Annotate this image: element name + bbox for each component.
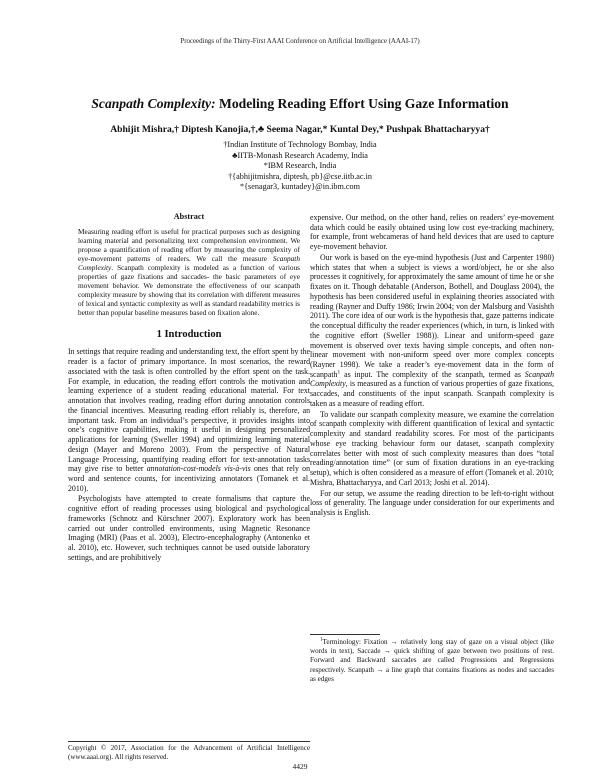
right-column bbox=[310, 213, 554, 518]
copyright-notice: Copyright © 2017, Association for the Advancement of Artificial Intelligence (www.aaai.org). All rights reserved. bbox=[68, 741, 310, 762]
right-p1-a: Our work is based on the eye-mind hypothesis (Just and Carpenter 1980) which states that when a subject is views a word/object, he or she also processes it cognitively, for approximately the same amount of time he or she fixates on it. Though debatable (Anderson, Bothell, and Douglass 2004), the hypothesis has been considered useful in explaining theories associated with reading (Rayner and Duffy 1986; Irwin 2004; von der Malsburg and Vasishth 2011). The core idea of our work is the hypothesis that, gaze patterns indicate the conceptual difficulty the reader experiences (which, in turn, is linked with the cognitive effort (Sweller 1988)). Linear and uniform-speed gaze movement is observed over texts having simple concepts, and often non-linear movement with non-uniform speed over more complex concepts (Rayner 1998). We take a reader’s eye-movement data in the form of scanpath bbox=[310, 252, 554, 379]
right-paragraph-2: To validate our scanpath complexity measure, we examine the correlation of scanpath complexity with different quantification of lexical and syntactic complexity and standard readability scores. For most of the participants whose eye tracking behaviour form our dataset, scanpath complexity correlates better with most of such complexity measures than does “total reading/annotation time” (or sum of fixation durations in an eye-tracking setup), which is often considered as a measure of effort (Tomanek et al. 2010; Mishra, Bhattacharyya, and Carl 2013; Joshi et al. 2014). bbox=[310, 409, 554, 487]
intro-paragraph-1 bbox=[68, 347, 310, 493]
footnote-rule bbox=[310, 634, 380, 635]
footnote-number: 1 bbox=[320, 637, 323, 643]
affiliation-iitb: †Indian Institute of Technology Bombay, India bbox=[223, 140, 377, 149]
right-p1-b: as input. The complexity of the scanpath, termed as bbox=[340, 369, 525, 379]
abstract-text bbox=[68, 227, 310, 317]
abstract-text-b: . Scanpath complexity is modeled as a function of various properties of gaze fixations and saccades- the basic parameters of eye movement behavior. We demonstrate the effectiveness of our scanpath complexity measure by showing that its correlation with different measures of lexical and syntactic complexity as well as standard readability metrics is better than popular baseline measures based on fixation alone. bbox=[78, 262, 300, 317]
title-italic-part: Scanpath Complexity: bbox=[91, 96, 216, 111]
left-column bbox=[68, 212, 310, 563]
intro-p1-b: ones that rely on word and sentence counts, for incentivizing annotators (Tomanek et al. 2010). bbox=[68, 464, 310, 493]
page-number: 4429 bbox=[292, 762, 308, 771]
affiliation-monash: ♣IITB-Monash Research Academy, India bbox=[232, 150, 368, 160]
right-paragraph-3: For our setup, we assume the reading direction to be left-to-right without loss of generality. The language under consideration for our experiments and analysis is English. bbox=[310, 488, 554, 518]
email-ibm: *{senagar3, kuntadey}@in.ibm.com bbox=[240, 182, 360, 192]
affiliations bbox=[0, 140, 600, 193]
intro-p1-a: In settings that require reading and understanding text, the effort spent by the reader is a factor of primary importance. In most scenarios, the reward associated with the task is often controlled by the effort spent on the task. For example, in education, the reading effort controls the motivation and learning experience of a student reading educational material. For text annotation that involves reading, reading effort during annotation controls the financial incentives. Measuring reading effort reliably is, therefore, an important task. From an individual’s perspective, it provides insights into one’s cognitive capabilities, making it useful in designing personalized applications for learning (Sweller 1994) and optimizing learning material design (Mayer and Moreno 2003). From the perspective of Natural Language Processing, quantifying reading effort for text-annotation tasks may give rise to better bbox=[68, 347, 310, 474]
intro-paragraph-2: Psychologists have attempted to create formalisms that capture the cognitive effort of reading processes using biological and psychological frameworks (Schnotz and Kürschner 2007). Exploratory work has been carried out under controlled environments, using Magnetic Resonance Imaging (MRI) (Paas et al. 2003), Electro-encephalography (Antonenko et al. 2010), etc. However, such techniques cannot be used outside laboratory settings, and are prohibitively bbox=[68, 494, 310, 562]
right-paragraph-1 bbox=[310, 253, 554, 409]
email-iitb: †{abhijitmishra, diptesh, pb}@cse.iitb.ac.in bbox=[228, 171, 372, 181]
author-list: Abhijit Mishra,† Diptesh Kanojia,†,♣ Seema Nagar,* Kuntal Dey,* Pushpak Bhattacharyya† bbox=[110, 124, 490, 135]
right-p1-c: , is measured as a function of various properties of gaze fixations, saccades, and constituents of the input scanpath. Scanpath complexity is taken as a measure of reading effort. bbox=[310, 379, 554, 408]
running-head: Proceedings of the Thirty-First AAAI Conference on Artificial Intelligence (AAAI-17) bbox=[180, 38, 420, 45]
section-heading-introduction: 1 Introduction bbox=[156, 328, 222, 340]
title-main-part: Modeling Reading Effort Using Gaze Information bbox=[215, 96, 509, 111]
right-paragraph-0: expensive. Our method, on the other hand, relies on readers’ eye-movement data which could be easily obtained using low cost eye-tracking machinery, for example, front webcameras of hand held devices that are used to capture eye-movement behavior. bbox=[310, 213, 554, 252]
footnote-text: Terminology: Fixation → relatively long stay of gaze on a visual object (like words in text), Saccade → quick shifting of gaze between two positions of rest. Forward and Backward saccades are called Progressions and Regressions respectively. Scanpath → a line graph that contains fixations as nodes and saccades as edges bbox=[310, 638, 554, 683]
abstract-heading: Abstract bbox=[173, 212, 205, 221]
right-p1-term: Scanpath Complexity bbox=[310, 369, 554, 389]
abstract-term: Scanpath Complexity bbox=[78, 253, 300, 272]
intro-p1-italic: annotation-cost-models vis-à-vis bbox=[146, 464, 251, 474]
affiliation-ibm: *IBM Research, India bbox=[263, 161, 337, 171]
paper-title bbox=[0, 96, 600, 112]
footnote-marker: 1 bbox=[337, 369, 341, 376]
abstract-text-a: Measuring reading effort is useful for practical purposes such as designing learning material and personalizing text comprehension environment. We propose a quantification of reading effort by measuring the complexity of eye-movement patterns of readers. We call the measure bbox=[78, 226, 300, 263]
footnote-terminology bbox=[310, 638, 554, 684]
